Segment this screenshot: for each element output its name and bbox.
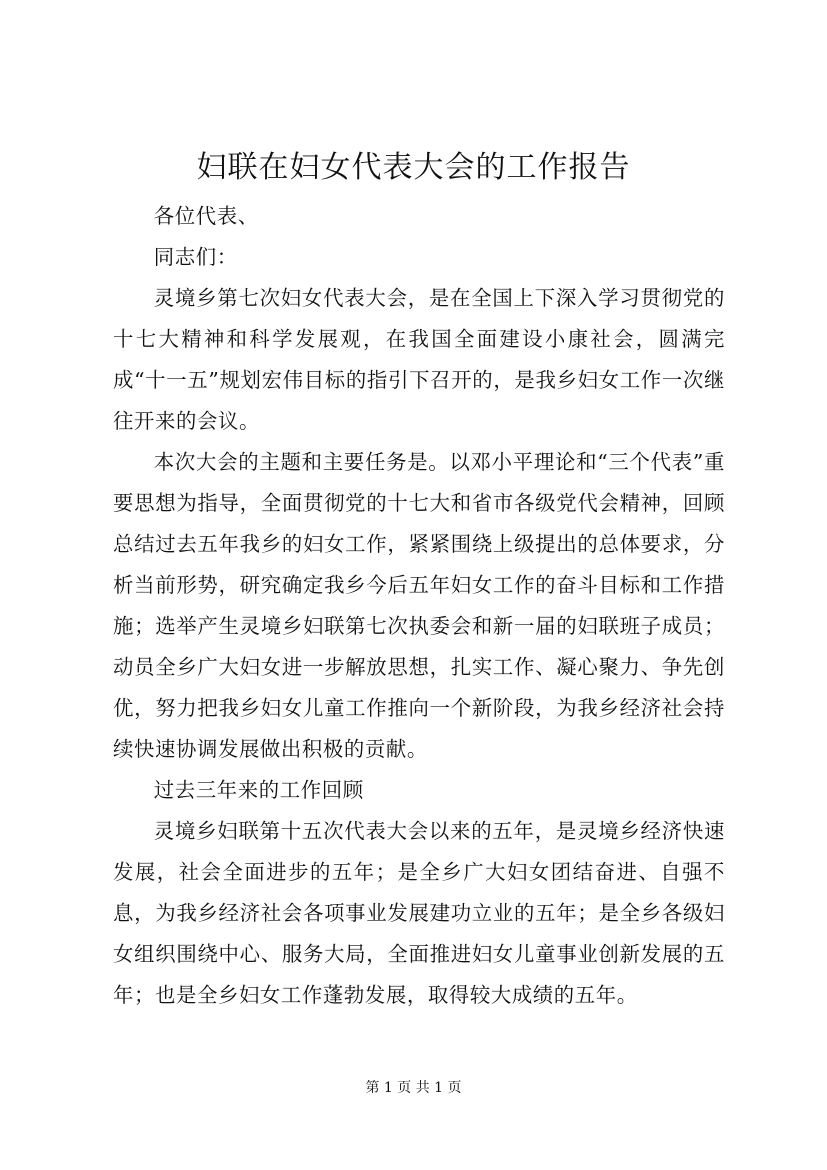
body-paragraph: 本次大会的主题和主要任务是。以邓小平理论和“三个代表”重要思想为指导，全面贯彻党的十七大和省市各级党代会精神，回顾总结过去五年我乡的妇女工作，紧紧围绕上级提出的总体要求，分析当前形势，研究确定我乡今后五年妇女工作的奋斗目标和工作措施；选举产生灵境乡妇联第七次执委会和新一届的妇联班子成员；动员全乡广大妇女进一步解放思想，扎实工作、凝心聚力、争先创优，努力把我乡妇女儿童工作推向一个新阶段，为我乡经济社会持续快速协调发展做出积极的贡献。 <box>113 450 725 761</box>
page-footer: 第 1 页 共 1 页 <box>365 1080 462 1096</box>
document-body <box>113 196 725 1016</box>
salutation-line-2: 同志们： <box>153 245 238 269</box>
section-heading: 过去三年来的工作回顾 <box>153 778 364 802</box>
body-paragraph: 灵境乡妇联第十五次代表大会以来的五年，是灵境乡经济快速发展，社会全面进步的五年；是全乡广大妇女团结奋进、自强不息，为我乡经济社会各项事业发展建功立业的五年；是全乡各级妇女组织围绕中心、服务大局，全面推进妇女儿童事业创新发展的五年；也是全乡妇女工作蓬勃发展，取得较大成绩的五年。 <box>113 819 725 1007</box>
document-title: 妇联在妇女代表大会的工作报告 <box>196 150 631 185</box>
body-paragraph: 灵境乡第七次妇女代表大会，是在全国上下深入学习贯彻党的十七大精神和科学发展观，在我国全面建设小康社会，圆满完成“十一五”规划宏伟目标的指引下召开的，是我乡妇女工作一次继往开来的会议。 <box>113 286 725 433</box>
salutation-line-1: 各位代表、 <box>153 204 259 228</box>
